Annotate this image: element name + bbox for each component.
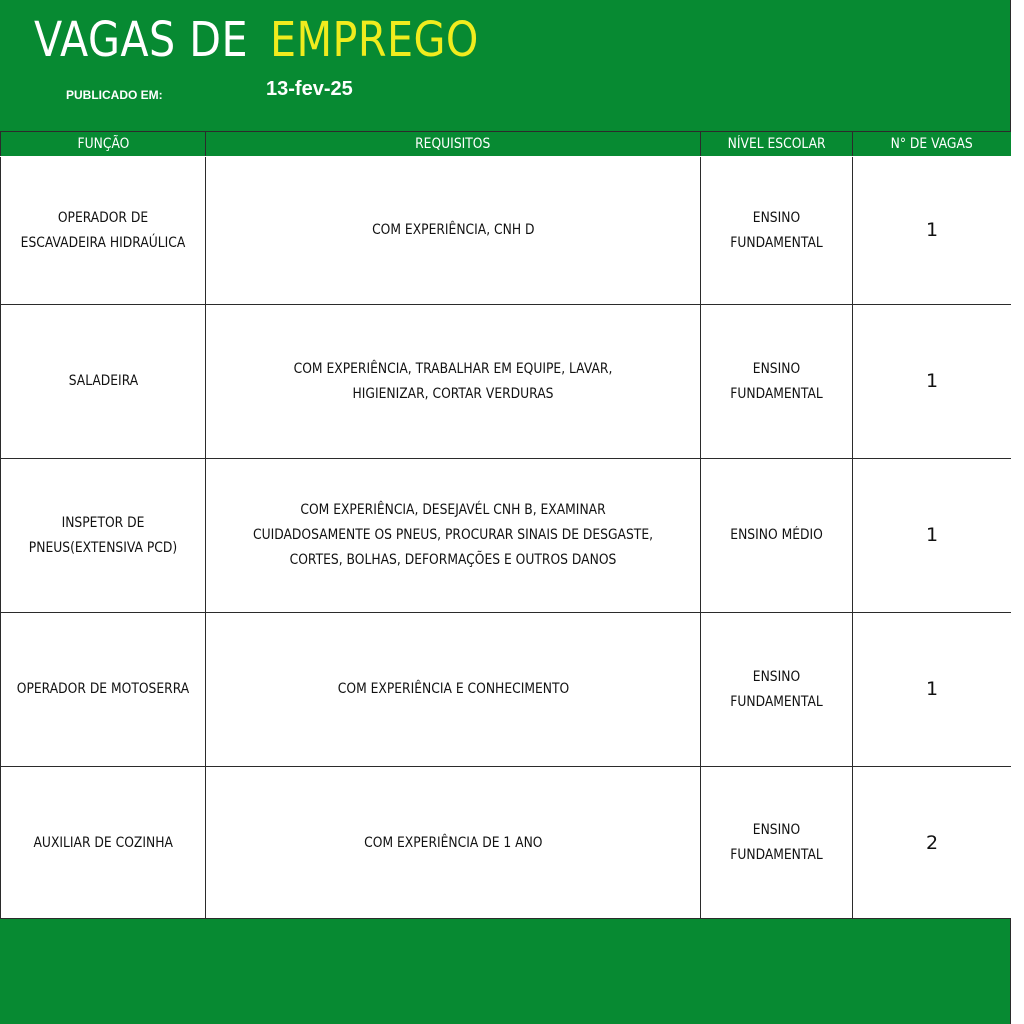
table-row	[1, 613, 1012, 767]
column-header-nivel-escolar: NÍVEL ESCOLAR	[701, 132, 853, 157]
cell-requisitos: COM EXPERIÊNCIA, CNH D	[206, 157, 701, 305]
cell-funcao: SALADEIRA	[1, 305, 206, 459]
cell-funcao: OPERADOR DE MOTOSERRA	[1, 613, 206, 767]
published-date: 13-fev-25	[266, 78, 353, 100]
table-row	[1, 305, 1012, 459]
footer-banner	[0, 918, 1011, 1024]
right-margin	[1011, 0, 1024, 1024]
cell-num-vagas: 2	[853, 767, 1012, 920]
job-table	[0, 131, 1012, 920]
cell-nivel-escolar: ENSINO MÉDIO	[701, 459, 853, 613]
column-header-requisitos: REQUISITOS	[206, 132, 701, 157]
table-row	[1, 459, 1012, 613]
cell-requisitos: COM EXPERIÊNCIA E CONHECIMENTO	[206, 613, 701, 767]
cell-nivel-escolar: ENSINO FUNDAMENTAL	[701, 305, 853, 459]
cell-num-vagas: 1	[853, 459, 1012, 613]
title-emprego: EMPREGO	[270, 12, 479, 68]
cell-num-vagas: 1	[853, 613, 1012, 767]
cell-nivel-escolar: ENSINO FUNDAMENTAL	[701, 613, 853, 767]
cell-funcao: AUXILIAR DE COZINHA	[1, 767, 206, 920]
cell-requisitos: COM EXPERIÊNCIA, TRABALHAR EM EQUIPE, LAVAR, HIGIENIZAR, CORTAR VERDURAS	[206, 305, 701, 459]
cell-requisitos: COM EXPERIÊNCIA DE 1 ANO	[206, 767, 701, 920]
published-label: PUBLICADO EM:	[66, 88, 163, 102]
title-vagas-de: VAGAS DE	[34, 12, 248, 68]
cell-nivel-escolar: ENSINO FUNDAMENTAL	[701, 157, 853, 305]
cell-funcao: OPERADOR DE ESCAVADEIRA HIDRAÚLICA	[1, 157, 206, 305]
cell-funcao: INSPETOR DE PNEUS(EXTENSIVA PCD)	[1, 459, 206, 613]
cell-nivel-escolar: ENSINO FUNDAMENTAL	[701, 767, 853, 920]
column-header-funcao: FUNÇÃO	[1, 132, 206, 157]
cell-num-vagas: 1	[853, 305, 1012, 459]
cell-requisitos: COM EXPERIÊNCIA, DESEJAVÉL CNH B, EXAMINAR CUIDADOSAMENTE OS PNEUS, PROCURAR SINAIS DE DESGASTE, CORTES, BOLHAS, DEFORMAÇÕES E OUTROS DANOS	[206, 459, 701, 613]
cell-num-vagas: 1	[853, 157, 1012, 305]
table-row	[1, 157, 1012, 305]
table-header-row	[1, 132, 1012, 157]
table-row	[1, 767, 1012, 920]
column-header-num-vagas: N° DE VAGAS	[853, 132, 1012, 157]
header-banner	[0, 0, 1011, 131]
